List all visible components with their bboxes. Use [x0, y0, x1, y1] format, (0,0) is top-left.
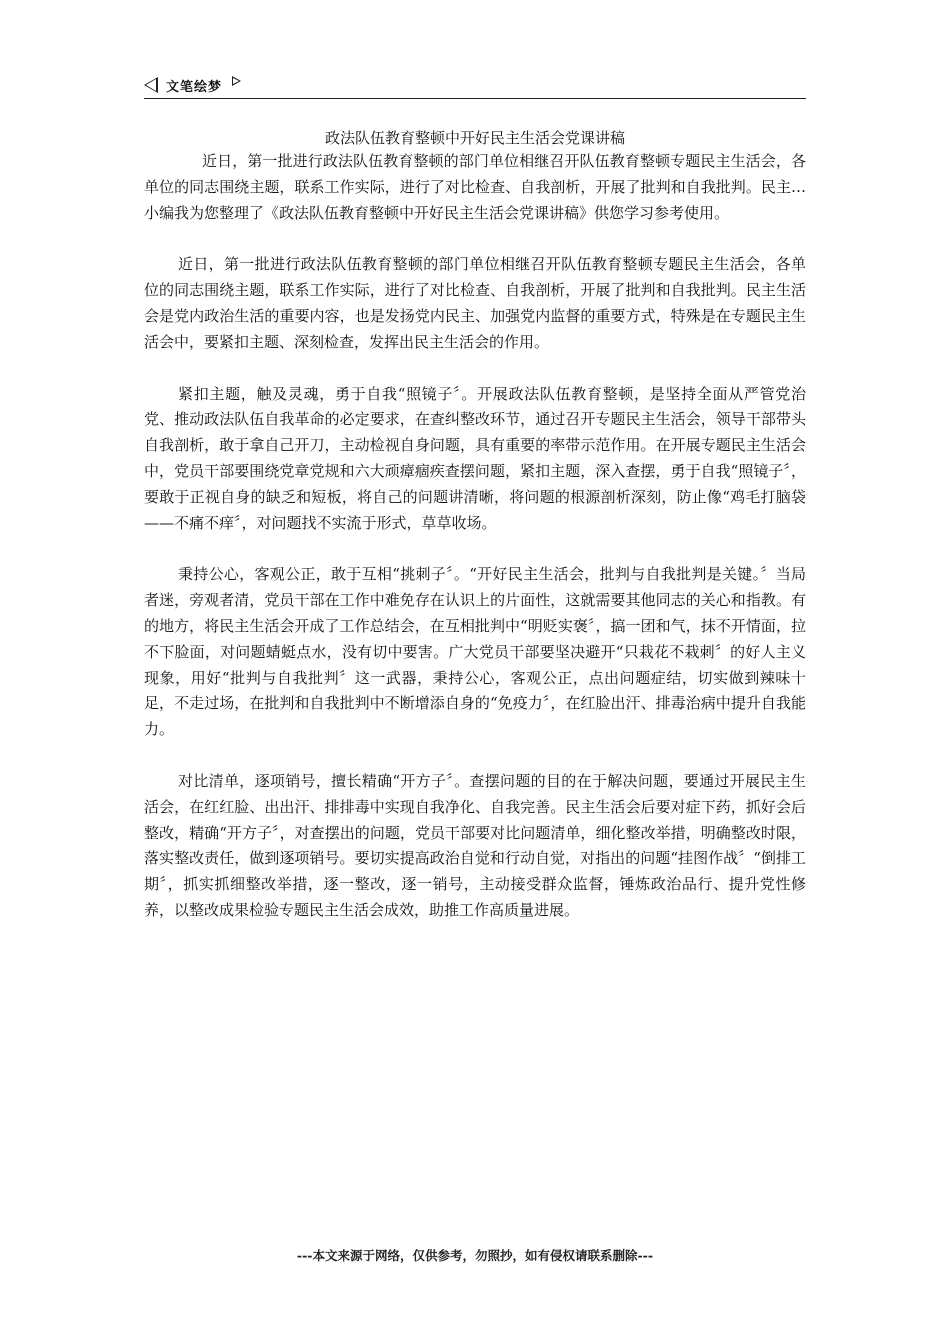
- body-paragraph: 秉持公心，客观公正，敢于互相“挑刺子〞。“开好民主生活会，批判与自我批判是关键。〞当局者迷，旁观者清，党员干部在工作中难免存在认识上的片面性，这就需要其他同志的关心和指教。有的地方，将民主生活会开成了工作总结会，在互相批判中“明贬实褒〞，搞一团和气，抹不开情面，拉不下脸面，对问题蜻蜓点水，没有切中要害。广大党员干部要坚决避开“只栽花不栽刺〞的好人主义现象，用好“批判与自我批判〞这一武器，秉持公心，客观公正，点出问题症结，切实做到辣味十足，不走过场，在批判和自我批判中不断增添自身的“免疫力〞，在红脸出汗、排毒治病中提升自我能力。: [144, 565, 806, 739]
- page-header: [144, 72, 806, 99]
- document-body: [144, 149, 806, 950]
- page-footer-disclaimer: ---本文来源于网络，仅供参考，勿照抄，如有侵权请联系删除---: [296, 1248, 654, 1263]
- body-paragraph: 近日，第一批进行政法队伍教育整顿的部门单位相继召开队伍教育整顿专题民主生活会，各单位的同志围绕主题，联系工作实际，进行了对比检查、自我剖析，开展了批判和自我批判。民主生活会是党内政治生活的重要内容，也是发扬党内民主、加强党内监督的重要方式，特殊是在专题民主生活会中，要紧扣主题、深刻检查，发挥出民主生活会的作用。: [144, 255, 806, 351]
- triangle-left-outline-icon: [144, 77, 158, 93]
- body-paragraph: 紧扣主题，触及灵魂，勇于自我“照镜子〞。开展政法队伍教育整顿，是坚持全面从严管党治党、推动政法队伍自我革命的必定要求，在查纠整改环节，通过召开专题民主生活会，领导干部带头自我剖析，敢于拿自己开刀，主动检视自身问题，具有重要的率带示范作用。在开展专题民主生活会中，党员干部要围绕党章党规和六大顽瘴痼疾查摆问题，紧扣主题，深入查摆，勇于自我“照镜子〞，要敢于正视自身的缺乏和短板，将自己的问题讲清晰，将问题的根源剖析深刻，防止像“鸡毛打脑袋——不痛不痒〞，对问题找不实流于形式，草草收场。: [144, 384, 806, 532]
- intro-paragraph: 近日，第一批进行政法队伍教育整顿的部门单位相继召开队伍教育整顿专题民主生活会，各单位的同志围绕主题，联系工作实际，进行了对比检查、自我剖析，开展了批判和自我批判。民主…小编我为您整理了《政法队伍教育整顿中开好民主生活会党课讲稿》供您学习参考使用。: [144, 152, 806, 222]
- triangle-right-outline-icon: [232, 76, 241, 86]
- document-title: 政法队伍教育整顿中开好民主生活会党课讲稿: [324, 129, 625, 147]
- body-paragraph: 对比清单，逐项销号，擅长精确“开方子〞。查摆问题的目的在于解决问题，要通过开展民主生活会，在红红脸、出出汗、排排毒中实现自我净化、自我完善。民主生活会后要对症下药，抓好会后整改，精确“开方子〞，对查摆出的问题，党员干部要对比问题清单，细化整改举措，明确整改时限，落实整改责任，做到逐项销号。要切实提高政治自觉和行动自觉，对指出的问题“挂图作战〞“倒排工期〞，抓实抓细整改举措，逐一整改，逐一销号，主动接受群众监督，锤炼政治品行、提升党性修养，以整改成果检验专题民主生活会成效，助推工作高质量进展。: [144, 771, 806, 919]
- header-title: 文笔绘梦: [166, 79, 223, 95]
